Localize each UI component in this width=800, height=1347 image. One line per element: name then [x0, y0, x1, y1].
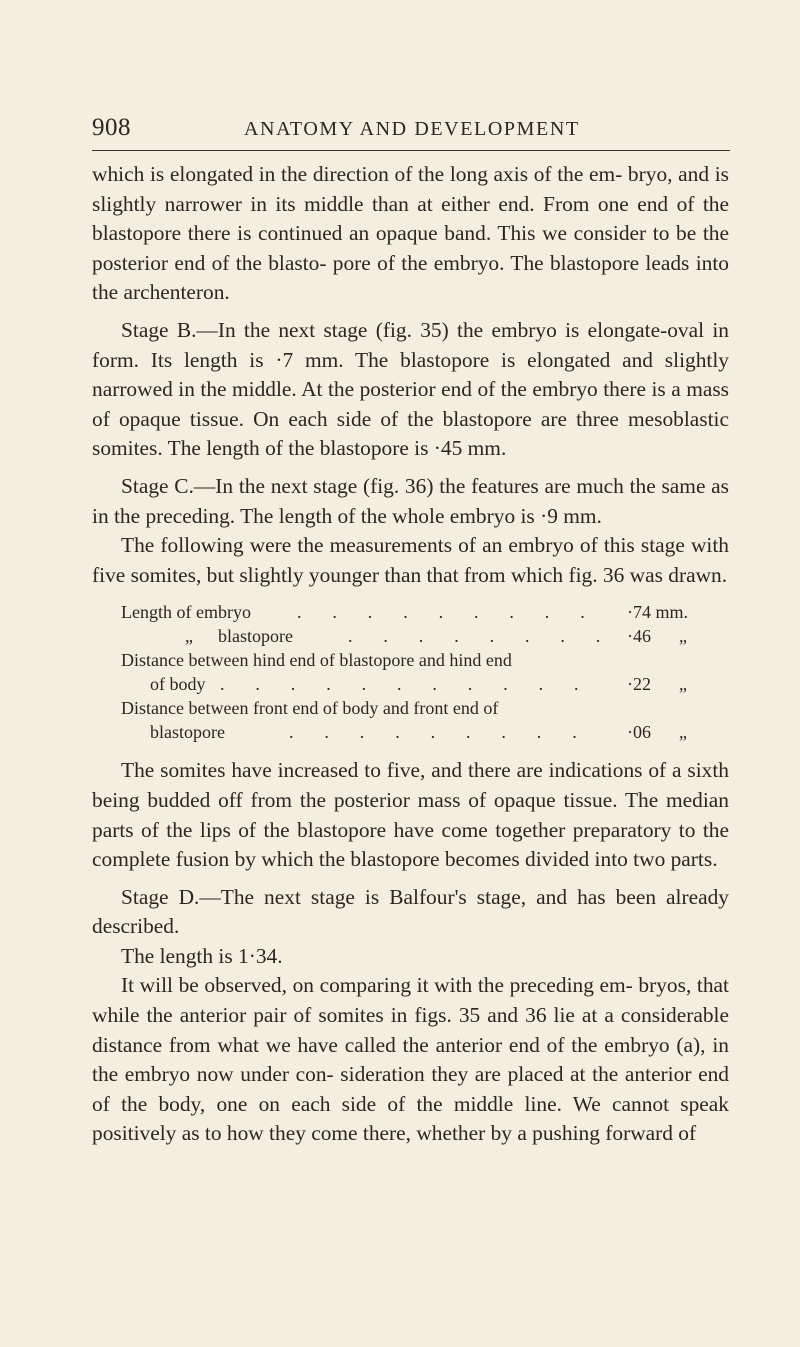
measure-label: blastopore: [150, 722, 225, 743]
paragraph-length: The length is 1·34.: [121, 943, 283, 968]
measure-row-embryo-length: [92, 600, 729, 624]
paragraph-measurements-intro: The following were the measurements of an embryo of this stage with five somites, but slightly younger than that from which fig. 36 was drawn.: [92, 533, 729, 587]
measure-value: ·06: [627, 722, 651, 743]
measure-value: ·74 mm.: [627, 602, 688, 623]
measure-label: Distance between front end of body and front end of: [121, 698, 499, 719]
header-rule: [92, 150, 730, 151]
measure-row-front-distance-cont: [92, 720, 729, 744]
measure-row-hind-distance: [92, 648, 729, 672]
measure-label: blastopore: [218, 626, 293, 647]
paragraph-stage-d: Stage D.—The next stage is Balfour's stage, and has been already described.: [92, 884, 729, 939]
measure-row-front-distance: [92, 696, 729, 720]
measurements-table: [92, 600, 729, 744]
measure-label: Length of embryo: [121, 602, 251, 623]
paragraph-continued: which is elongated in the direction of the long axis of the em- bryo, and is slightly narrower in its middle than at either end. From one end of the blastopore there is continued an opaque band. This we consider to be the posterior end of the blasto- pore of the embryo. The blastopore leads into the archenteron.: [92, 162, 729, 305]
dot-leaders: . . . . . . . . .: [289, 722, 590, 743]
page-number: 908: [92, 114, 131, 141]
dot-leaders: . . . . . . . .: [348, 626, 614, 647]
page-body: [92, 160, 729, 1149]
measure-label: of body: [150, 674, 206, 695]
dot-leaders: . . . . . . . . . . .: [220, 674, 592, 695]
ditto-mark: „: [679, 674, 687, 695]
ditto-mark: „: [185, 626, 193, 647]
dot-leaders: . . . . . . . . .: [297, 602, 598, 623]
measure-row-hind-distance-cont: [92, 672, 729, 696]
measure-row-blastopore: [92, 624, 729, 648]
measure-value: ·22: [627, 674, 651, 695]
page-header: [92, 114, 732, 148]
measure-value: ·46: [627, 626, 651, 647]
ditto-mark: „: [679, 722, 687, 743]
paragraph-somites: The somites have increased to five, and there are indications of a sixth being budded off from the posterior mass of opaque tissue. The median parts of the lips of the blastopore have come together preparatory to the complete fusion by which the blastopore becomes divided into two parts.: [92, 758, 729, 872]
ditto-mark: „: [679, 626, 687, 647]
measure-label: Distance between hind end of blastopore and hind end: [121, 650, 512, 671]
running-title: ANATOMY AND DEVELOPMENT: [244, 118, 580, 140]
paragraph-stage-c: Stage C.—In the next stage (fig. 36) the features are much the same as in the preceding. The length of the whole embryo is ·9 mm.: [92, 473, 729, 528]
paragraph-observation: It will be observed, on comparing it with the preceding em- bryos, that while the anterior pair of somites in figs. 35 and 36 lie at a considerable distance from what we have called the anterior end of the embryo (a), in the embryo now under con- sideration they are placed at the anterior end of the body, one on each side of the middle line. We cannot speak positively as to how they come there, whether by a pushing forward of: [92, 973, 729, 1146]
paragraph-stage-b: Stage B.—In the next stage (fig. 35) the embryo is elongate-oval in form. Its length is ·7 mm. The blastopore is elongated and slightly narrowed in the middle. At the posterior end of the embryo there is a mass of opaque tissue. On each side of the blastopore are three mesoblastic somites. The length of the blastopore is ·45 mm.: [92, 317, 729, 461]
